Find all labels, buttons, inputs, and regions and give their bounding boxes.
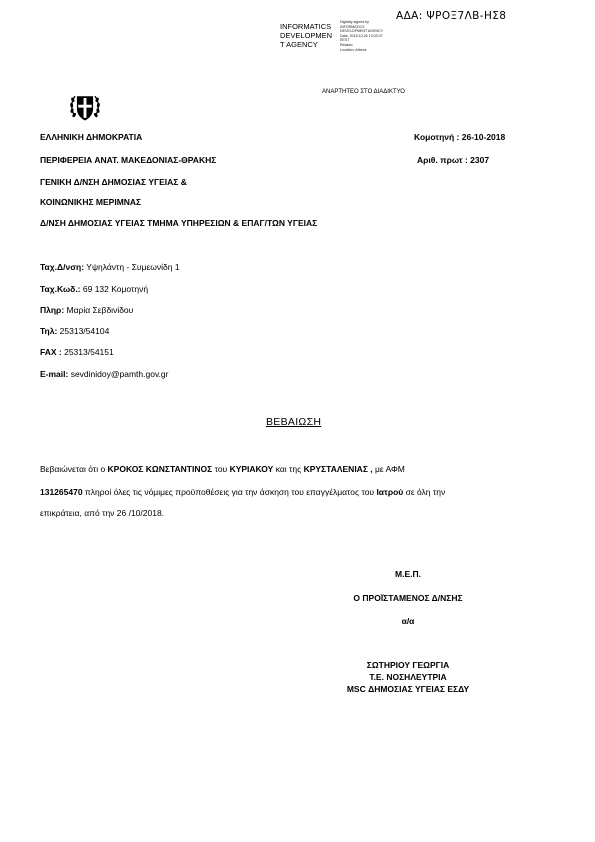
body-line-2 — [40, 487, 445, 497]
body-text: του — [212, 464, 230, 474]
signature-detail-line: Digitally signed by — [340, 20, 369, 24]
contact-address — [40, 262, 180, 272]
contact-phone — [40, 326, 109, 336]
body-text: Βεβαιώνεται ότι ο — [40, 464, 108, 474]
ida-line: INFORMATICS — [280, 22, 332, 31]
contact-postal — [40, 284, 148, 294]
ada-code: ΑΔΑ: ΨΡΟΞ7ΛΒ-ΗΣ8 — [396, 10, 507, 22]
header-welfare: ΚΟΙΝΩΝΙΚΗΣ ΜΕΡΙΜΝΑΣ — [40, 197, 142, 207]
signature-detail-line: Location: Athens — [340, 47, 367, 52]
header-region: ΠΕΡΙΦΕΡΕΙΑ ΑΝΑΤ. ΜΑΚΕΔΟΝΙΑΣ-ΘΡΑΚΗΣ — [40, 155, 217, 165]
contact-fax-value: 25313/54151 — [61, 347, 114, 357]
body-line-3: επικράτεια, από την 26 /10/2018. — [40, 508, 165, 518]
signature-detail-line: DEVELOPMENT AGENCY — [340, 29, 384, 34]
person-name: ΚΡΟΚΟΣ ΚΩΝΣΤΑΝΤΙΝΟΣ — [107, 464, 213, 474]
signature-detail-line: Date: 2018.10.26 13:03:37 — [340, 33, 383, 38]
contact-phone-value: 25313/54104 — [57, 326, 110, 336]
contact-email — [40, 369, 168, 379]
body-text: με ΑΦΜ — [372, 464, 405, 474]
signatory-name: ΣΩΤΗΡΙΟΥ ΓΕΩΡΓΙΑ — [366, 660, 450, 670]
contact-info-label: Πληρ: — [40, 305, 65, 315]
contact-address-label: Ταχ.Δ/νση: — [40, 262, 85, 272]
body-text: σε όλη την — [403, 487, 446, 497]
contact-fax — [40, 347, 114, 357]
ida-line: DEVELOPMEN — [280, 31, 333, 40]
contact-phone-label: Τηλ: — [40, 326, 58, 336]
header-general-directorate: ΓΕΝΙΚΗ Δ/ΝΣΗ ΔΗΜΟΣΙΑΣ ΥΓΕΙΑΣ & — [40, 177, 187, 187]
signature-detail-line: INFORMATICS — [340, 24, 365, 29]
contact-email-label: E-mail: — [40, 369, 69, 379]
signature-detail-line: EEST — [340, 38, 350, 43]
tax-id: 131265470 — [40, 487, 83, 497]
header-republic: ΕΛΛΗΝΙΚΗ ΔΗΜΟΚΡΑΤΙΑ — [40, 132, 143, 142]
contact-info-value: Μαρία Σεβδινίδου — [64, 305, 134, 315]
contact-address-value: Υψηλάντη - Συμεωνίδη 1 — [84, 262, 180, 272]
header-date: Κομοτηνή : 26-10-2018 — [414, 132, 506, 142]
body-text: πληροί όλες τις νόμιμες προϋποθέσεις για την άσκηση του επαγγέλματος του — [82, 487, 377, 497]
signatory-role: Τ.Ε. ΝΟΣΗΛΕΥΤΡΙΑ — [369, 672, 447, 682]
contact-postal-label: Ταχ.Κωδ.: — [40, 284, 81, 294]
signature-detail-line: Reason: — [340, 42, 354, 47]
contact-fax-label: FAX : — [40, 347, 62, 357]
header-directorate: Δ/ΝΣΗ ΔΗΜΟΣΙΑΣ ΥΓΕΙΑΣ ΤΜΗΜΑ ΥΠΗΡΕΣΙΩΝ & ΕΠΑΓ/ΤΩΝ ΥΓΕΙΑΣ — [40, 218, 318, 228]
contact-email-value: sevdinidoy@pamth.gov.gr — [68, 369, 169, 379]
body-line-1 — [40, 464, 405, 474]
ida-line: T AGENCY — [280, 40, 318, 49]
greek-emblem-icon — [67, 89, 103, 125]
mother-name: ΚΡΥΣΤΑΛΕΝΙΑΣ , — [303, 464, 373, 474]
document-title: ΒΕΒΑΙΩΣΗ — [266, 416, 322, 428]
digital-signature-details — [340, 20, 400, 52]
profession: Ιατρού — [376, 487, 404, 497]
signature-mep: Μ.Ε.Π. — [395, 569, 421, 579]
signature-director: Ο ΠΡΟΪΣΤΑΜΕΝΟΣ Δ/ΝΣΗΣ — [353, 593, 463, 603]
signatory-degree: MSC ΔΗΜΟΣΙΑΣ ΥΓΕΙΑΣ ΕΣΔΥ — [346, 684, 470, 694]
signature-aa: α/α — [401, 616, 415, 626]
posted-notice: ΑΝΑΡΤΗΤΕΟ ΣΤΟ ΔΙΑΔΙΚΤΥΟ — [322, 89, 405, 95]
contact-postal-value: 69 132 Κομοτηνή — [80, 284, 149, 294]
contact-info — [40, 305, 133, 315]
header-protocol-number: Αριθ. πρωτ : 2307 — [417, 155, 490, 165]
body-text: και της — [273, 464, 304, 474]
father-name: ΚΥΡΙΑΚΟΥ — [229, 464, 274, 474]
